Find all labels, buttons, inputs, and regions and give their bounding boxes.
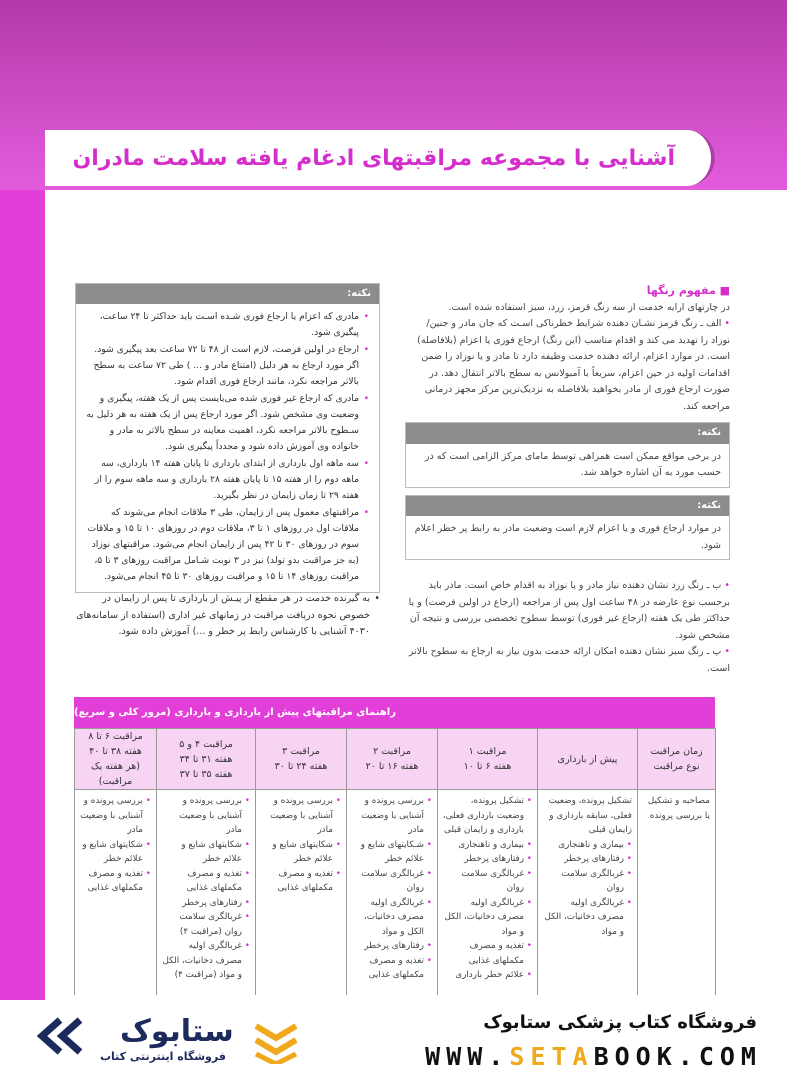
table-cell xyxy=(157,790,256,995)
left-note-box xyxy=(75,283,380,593)
list-item: • شکایتهای شایع و علائم خطر xyxy=(79,838,151,867)
bullet-icon: • xyxy=(721,580,730,591)
list-item: • غربالگری سلامت روان (مراقبت ۴) xyxy=(161,910,250,939)
section-title: ■ مفهوم رنگها xyxy=(646,284,730,297)
table-row xyxy=(75,790,716,995)
list-item: • تغذیه و مصرف مکملهای غذایی xyxy=(351,954,432,983)
list-item: • مادری که ارجاع غیر فوری شده می‌بایست پس از یک هفته، پیگیری و وضعیت وی مشخص شود. اگر مورد ارجاع پس از یک هفته به هر دلیل به سـطوح بالاتر مراجعه نکرد، اهمیت معاینه در سطح بالاتر به مادر و خانواده وی آموزش داده شود و مجدداً پیگیری شود. xyxy=(84,391,369,455)
note-list xyxy=(76,304,379,592)
note-heading: نکته: xyxy=(406,496,729,517)
list-item: • رفتارهای پرخطر xyxy=(442,852,532,867)
column-header: مراقبت ۱ هفته ۶ تا ۱۰ xyxy=(438,729,538,790)
list-item: • شکایتهای شایع و علائم خطر xyxy=(260,838,341,867)
list-item: • بیماری و ناهنجاری xyxy=(442,838,532,853)
table-cell xyxy=(347,790,438,995)
list-item: • بررسی پرونده و آشنایی با وضعیت مادر xyxy=(260,794,341,838)
table-cell xyxy=(256,790,347,995)
table-title: راهنمای مراقبتهای پیش از بارداری و بارداری (مرور کلی و سریع) xyxy=(74,697,715,728)
table-cell: مصاحبه و تشکیل یا بررسی پرونده xyxy=(638,790,716,995)
list-item: • شـکایتهای شایع و علائم خطر xyxy=(351,838,432,867)
list-item: • شکایتهای شایع و علائم خطر xyxy=(161,838,250,867)
list-item: • تغذیه و مصرف مکملهای غذایی xyxy=(442,939,532,968)
column-header: مراقبت ۴ و ۵ هفته ۳۱ تا ۳۴ هفته ۳۵ تا ۳۷ xyxy=(157,729,256,790)
list-item: • بررسی پرونده و آشنایی با وضعیت مادر xyxy=(79,794,151,838)
list-item: • ارجاع در اولین فرصت، لازم است از ۴۸ تا ۷۲ ساعت بعد پیگیری شود. اگر مورد ارجاع به هر دلیل (امتناع مادر و ... ) طی ۷۲ ساعت به سطح بالاتر مراجعه نکرد، مانند ارجاع فوری اقدام شود. xyxy=(84,342,369,390)
footer xyxy=(0,1000,787,1080)
list-item: • تغذیه و مصرف مکملهای غذایی xyxy=(260,867,341,896)
note-box-2 xyxy=(405,495,730,561)
green-paragraph: • پ ـ رنگ سبز نشان دهنده امکان ارائه خدمت بدون نیاز به ارجاع به سطوح بالاتر است. xyxy=(408,646,730,674)
left-accent-bar xyxy=(0,190,45,1000)
column-header: پیش از بارداری xyxy=(538,729,638,790)
table-header-row xyxy=(75,729,716,790)
shop-name: فروشگاه کتاب پزشکی ستابوک xyxy=(483,1012,757,1033)
logo-text: ستابوک xyxy=(120,1014,234,1049)
list-item: • رفتارهای پرخطر xyxy=(542,852,632,867)
list-item: • غربالگری سلامت روان xyxy=(351,867,432,896)
list-item: • رفتارهای پرخطر xyxy=(161,896,250,911)
double-arrow-icon xyxy=(30,1016,110,1056)
note-heading: نکته: xyxy=(406,423,729,444)
bullet-icon: • xyxy=(721,318,730,329)
list-item: • غربالگری اولیه مصرف دخانیات، الکل و مواد xyxy=(442,896,532,940)
title-box xyxy=(45,130,715,186)
column-header: مراقبت ۶ تا ۸ هفته ۳۸ تا ۴۰ (هر هفته یک مراقبت) xyxy=(75,729,157,790)
logo-subtitle: فروشگاه اینترنتی کتاب xyxy=(100,1050,226,1063)
column-header: زمان مراقبت نوع مراقبت xyxy=(638,729,716,790)
list-item: • غربالگری اولیه مصرف دخانیات، الکل و مواد xyxy=(542,896,632,940)
red-paragraph: • الف ـ رنگ قرمز نشـان دهنده شرایط خطرناکی اسـت که جان مادر و جنین/ نوزاد را تهدید می کند و اقدام مناسب (این رنگ) ارجاع فوری یا اعزام (بلافاصله) است. در موارد اعزام، ارائه دهنده خدمت وظیفه دارد تا مادر و یا نوزاد را ضمن اقدامات اولیه در حین اعزام، سریعاً با آمبولانس به سطح بالاتر انتقال دهد. در صورت ارجاع فوری از مادر بخواهید بلافاصله به نزدیک‌ترین مرکز مجهز درمانی مراجعه کند. xyxy=(417,318,730,412)
column-header: مراقبت ۲ هفته ۱۶ تا ۲۰ xyxy=(347,729,438,790)
table-cell xyxy=(438,790,538,995)
list-item: • رفتارهای پرخطر xyxy=(351,939,432,954)
list-item: • علائم خطر بارداری xyxy=(442,968,532,983)
bullet-icon: • xyxy=(721,646,730,657)
table-cell: تشکیل پرونده، وضعیت فعلی، سابقه بارداری و زایمان قبلی • بیماری و ناهنجاری • رفتارهای پرخطر • غربالگری سلامت روان • غربالگری اولیه مصرف دخانیات، الکل و مواد xyxy=(538,790,638,995)
note-heading: نکته: xyxy=(76,284,379,304)
list-item: • بررسی پرونده و آشنایی با وضعیت مادر xyxy=(351,794,432,838)
list-item: • تغذیه و مصرف مکملهای غذایی xyxy=(79,867,151,896)
left-paragraph: • به گیرنده خدمت در هر مقطع از پیـش از بارداری تا پس از زایمان در خصوص نحوه دریافت مراقبت در زمانهای غیر اداری (استفاده از سامانه‌های ۴۰۳۰ آشنایی با کارشناس رابط پر خطر و ...) آموزش داده شود. xyxy=(75,591,380,641)
note-body: در برخی مواقع ممکن است همراهی توسط ماما‌ی مرکز الزامی است که در حسب مورد به آن اشاره خواهد شد. xyxy=(424,450,721,478)
list-item: • تغذیه و مصرف مکملهای غذایی xyxy=(161,867,250,896)
yellow-paragraph: • ب ـ رنگ زرد نشان دهنده نیاز مادر و یا نوزاد به اقدام خاص است. مادر باید برحسب نوع عارضه در ۴۸ ساعت اول پس از مراجعه (ارجاع در اولین فرصت) و یا حداکثر طی یک هفته (ارجاع غیر فوری) توسط سطوح تخصصی بررسی و نتیجه آن مشخص شود. xyxy=(408,580,730,641)
column-header: مراقبت ۳ هفته ۲۴ تا ۳۰ xyxy=(256,729,347,790)
page-title: آشنایی با مجموعه مراقبتهای ادغام یافته سلامت مادران xyxy=(72,145,675,171)
list-item: • بررسی پرونده و آشنایی با وضعیت مادر xyxy=(161,794,250,838)
shop-url[interactable]: WWW.SETABOOK.COM xyxy=(425,1042,762,1071)
list-item: • غربالگری اولیه مصرف دخانیات، الکل و مواد xyxy=(351,896,432,940)
list-item: • تشکیل پرونده، وضعیت بارداری فعلی، بارداری و زایمان قبلی xyxy=(442,794,532,838)
care-guide-table xyxy=(74,697,715,995)
note-box-1 xyxy=(405,422,730,488)
intro-text: در چارتهای ارایه خدمت از سه رنگ قرمز، زرد، سبز استفاده شده است. xyxy=(448,301,730,313)
care-table xyxy=(74,728,716,995)
list-item: • بیماری و ناهنجاری xyxy=(542,838,632,853)
list-item: • مراقبتهای معمول پس از زایمان، طی ۳ ملاقات انجام می‌شوند که ملاقات اول در روزهای ۱ تا ۳، ملاقات دوم در روزهای ۱۰ تا ۱۵ و ملاقات سوم در روزهای ۳۰ تا ۴۲ پس از زایمان انجام می‌شود. مراقبتهای نوزاد (به جز مراقبت بدو تولد) نیز در ۳ نوبت شـامل مراقبت روزهای ۳ تا ۵، مراقبت روزهای ۱۴ تا ۱۵ و مراقبت روزهای ۳۰ تا ۴۵ انجام می‌شود. xyxy=(84,505,369,585)
list-item: • غربالگری اولیه مصرف دخانیات، الکل و مواد (مراقبت ۴) xyxy=(161,939,250,983)
table-cell xyxy=(75,790,157,995)
list-item: • غربالگری سلامت روان xyxy=(542,867,632,896)
book-chevron-icon xyxy=(252,1020,300,1064)
list-item: • غربالگری سلامت روان xyxy=(442,867,532,896)
list-item: • سه ماهه اول بارداری از ابتدای بارداری تا پایان هفته ۱۴ بارداری، سه ماهه دوم را از هفته ۱۵ تا پایان هفته ۲۸ بارداری و سه ماهه سوم را از هفته ۲۹ تا زمان زایمان در نظر بگیرید. xyxy=(84,456,369,504)
setabook-logo xyxy=(30,1014,300,1070)
right-column xyxy=(405,283,730,677)
note-body: در موارد ارجاع فوری و یا اعزام لازم است وضعیت مادر به رابط پر خطر اعلام شود. xyxy=(414,523,721,551)
square-bullet-icon: ■ xyxy=(715,284,730,297)
list-item: • مادری که اعزام یا ارجاع فوری شـده اسـت باید حداکثر تا ۲۴ ساعت، پیگیری شود. xyxy=(84,309,369,341)
